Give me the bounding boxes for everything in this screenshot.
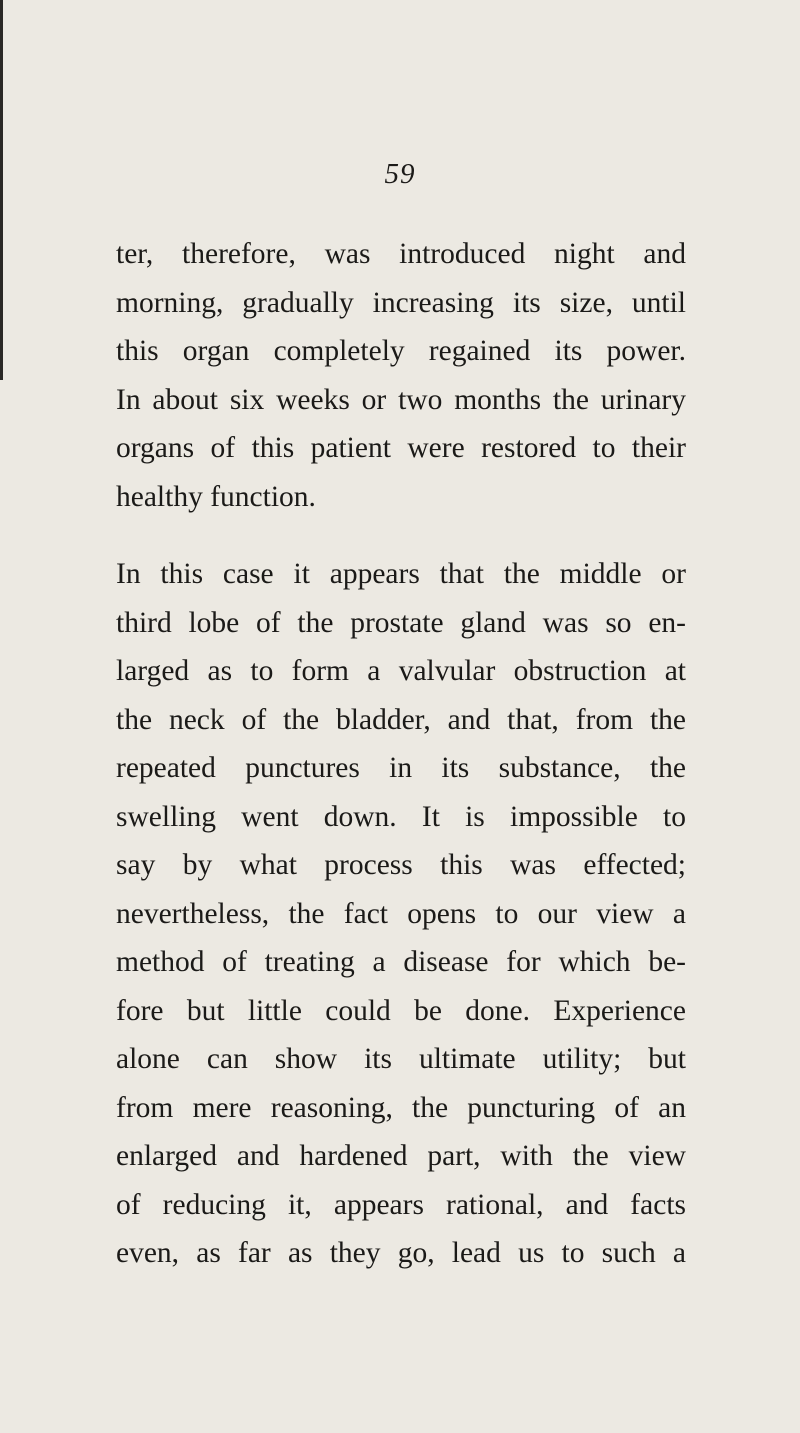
text-line: nevertheless, the fact opens to our view a [116, 897, 686, 930]
text-line: third lobe of the prostate gland was so en- [116, 606, 686, 639]
text-line: swelling went down. It is impossible to [116, 800, 686, 833]
text-line: organs of this patient were restored to their [116, 432, 686, 464]
text-line: repeated punctures in its substance, the [116, 752, 686, 784]
text-line: In about six weeks or two months the urinary [116, 383, 686, 416]
text-line: from mere reasoning, the puncturing of an [116, 1091, 686, 1124]
paragraph-2 [116, 550, 686, 1278]
text-line: enlarged and hardened part, with the view [116, 1140, 686, 1172]
text-line: of reducing it, appears rational, and facts [116, 1188, 686, 1221]
text-line: healthy function. [116, 480, 316, 513]
text-line: morning, gradually increasing its size, until [116, 286, 686, 319]
text-line: fore but little could be done. Experience [116, 994, 686, 1027]
text-line: method of treating a disease for which be- [116, 946, 686, 978]
text-line: larged as to form a valvular obstruction at [116, 655, 686, 687]
text-line: the neck of the bladder, and that, from the [116, 703, 686, 736]
paragraph-1 [116, 230, 686, 521]
text-line: say by what process this was effected; [116, 849, 686, 881]
text-line: even, as far as they go, lead us to such a [116, 1237, 686, 1269]
text-line: this organ completely regained its power. [116, 335, 686, 367]
page-number: 59 [384, 158, 416, 190]
text-line: alone can show its ultimate utility; but [116, 1043, 686, 1075]
text-line: In this case it appears that the middle or [116, 558, 686, 590]
text-line: ter, therefore, was introduced night and [116, 238, 686, 270]
